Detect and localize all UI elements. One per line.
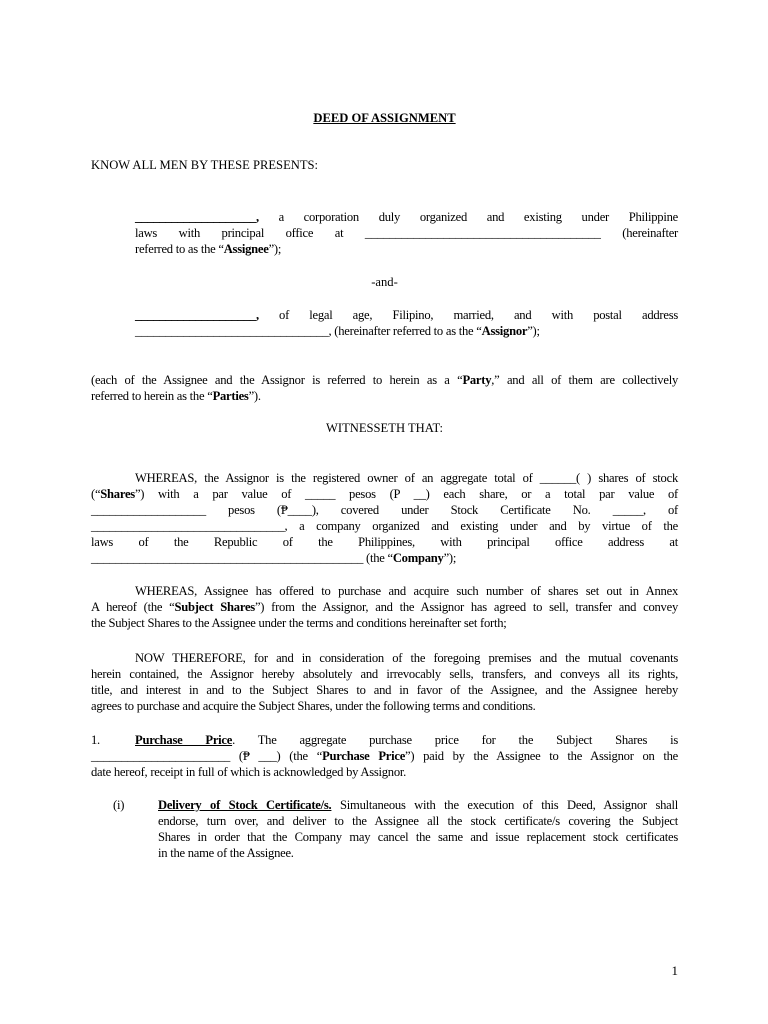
assignor-defined-term: Assignor [481,324,528,338]
whereas-2-line3: the Subject Shares to the Assignee under the terms and conditions hereinafter set forth; [91,616,507,630]
assignee-name-blank: ____________________, [135,210,259,224]
assignor-line1: of legal age, Filipino, married, and with postal address [258,308,678,322]
subsection-i-number: (i) [113,798,125,812]
now-therefore-line4: agrees to purchase and acquire the Subject Shares, under the following terms and conditions. [91,699,536,713]
assignee-defined-term: Assignee [223,242,269,256]
now-therefore-paragraph [91,650,678,714]
purchase-price-defined-term: Purchase Price [322,749,406,763]
section-1-line3: date hereof, receipt in full of which is acknowledged by Assignor. [91,765,407,779]
whereas-1-paragraph [91,470,678,566]
section-1-line2-post: ”) paid by the Assignee to the Assignor on the [405,749,678,763]
company-defined-term: Company [392,551,444,565]
assignor-line2-post: ”); [527,324,540,338]
and-separator: -and- [371,275,398,289]
parties-line1-post: ,” and all of them are collectively [491,373,678,387]
assignee-line3-pre: referred to as the “ [135,242,224,256]
whereas-1-line2-pre: (“ [91,487,101,501]
title-text: DEED OF ASSIGNMENT [313,111,456,125]
assignor-paragraph [135,307,678,339]
now-therefore-line2: herein contained, the Assignor hereby absolutely and irrevocably sells, transfers, and conveys all its rights, [91,667,678,681]
parties-paragraph [91,372,678,404]
whereas-1-line6-pre: _____________________________________________ (the “ [91,551,393,565]
subsection-i-line1: Simultaneous with the execution of this Deed, Assignor shall [331,798,679,812]
whereas-2-paragraph [91,583,678,631]
section-1-number: 1. [91,733,100,747]
party-defined-term: Party [462,373,492,387]
subsection-i-delivery [158,797,678,861]
section-1-line1: . The aggregate purchase price for the Subject Shares is [232,733,678,747]
now-therefore-line3: title, and interest in and to the Subject Shares to and in favor of the Assignee, and the Assignee hereby [91,683,678,697]
parties-line1-pre: (each of the Assignee and the Assignor is referred to herein as a “ [91,373,463,387]
document-title [91,110,678,126]
parties-defined-term: Parties [212,389,249,403]
parties-line2-pre: referred to herein as the “ [91,389,213,403]
subject-shares-defined-term: Subject Shares [174,600,255,614]
whereas-2-line1: WHEREAS, Assignee has offered to purchase and acquire such number of shares set out in Annex [135,584,678,598]
intro-line: KNOW ALL MEN BY THESE PRESENTS: [91,158,319,172]
shares-defined-term: Shares [100,487,135,501]
now-therefore-line1: NOW THEREFORE, for and in consideration of the foregoing premises and the mutual covenants [135,651,678,665]
assignor-line2-pre: ________________________________, (hereinafter referred to as the “ [135,324,482,338]
page-number: 1 [671,963,678,978]
section-1-purchase-price [91,732,678,780]
whereas-1-line6-post: ”); [443,551,457,565]
subsection-i-heading: Delivery of Stock Certificate/s. [158,798,332,812]
whereas-1-line3: ___________________ pesos (₱____), covered under Stock Certificate No. _____, of [91,503,678,517]
parties-line2-post: ”). [248,389,261,403]
whereas-1-line2-post: ”) with a par value of _____ pesos (P __) each share, or a total par value of [134,487,678,501]
section-1-line2-pre: _______________________ (₱ ___) (the “ [91,749,323,763]
subsection-i-line4: in the name of the Assignee. [158,846,294,860]
assignor-name-blank: ____________________, [135,308,259,322]
witnesseth-heading: WITNESSETH THAT: [325,421,444,435]
whereas-1-line4: ________________________________, a company organized and existing under and by virtue of the [91,519,678,533]
whereas-2-line2-pre: A hereof (the “ [91,600,175,614]
whereas-1-line5: laws of the Republic of the Philippines, with principal office address at [91,535,678,549]
subsection-i-line3: Shares in order that the Company may cancel the same and issue replacement stock certificates [158,830,678,844]
section-1-heading: Purchase Price [135,733,233,747]
assignee-line2: laws with principal office at _______________________________________ (hereinafter [135,226,678,240]
whereas-1-line1: WHEREAS, the Assignor is the registered owner of an aggregate total of ______( ) shares of stock [135,471,678,485]
subsection-i-line2: endorse, turn over, and deliver to the Assignee all the stock certificate/s covering the Subject [158,814,678,828]
whereas-2-line2-post: ”) from the Assignor, and the Assignor has agreed to sell, transfer and convey [254,600,678,614]
assignee-line1: a corporation duly organized and existing under Philippine [258,210,678,224]
assignee-paragraph [135,209,678,257]
assignee-line3-post: ”); [268,242,282,256]
